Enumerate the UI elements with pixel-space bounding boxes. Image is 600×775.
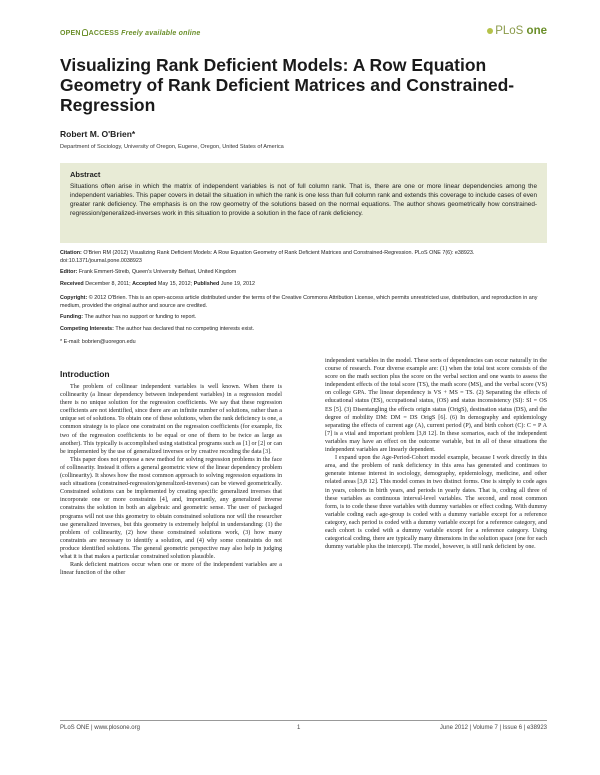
author-affiliation: Department of Sociology, University of Oregon, Eugene, Oregon, United States of America (60, 144, 284, 150)
citation-text: O'Brien RM (2012) Visualizing Rank Deficient Models: A Row Equation Geometry of Rank Deficient Matrices and Constrained-Regression. PLoS ONE 7(6): e38923. doi:10.1371/journal.pone.0038923 (60, 250, 475, 264)
plos-one-logo (487, 25, 547, 37)
funding-text: The author has no support or funding to report. (84, 314, 197, 320)
abstract-text: Situations often arise in which the matrix of independent variables is not of full column rank. That is, there are one or more linear dependencies among the independent variables. This paper covers in detail the situation in which the rank is one less than full column rank and extends this coverage to include cases of even greater rank deficiency. The emphasis is on the row geometry of the solutions based on the normal equations. The author shows geometrically how constrained-regression/generalized-inverses work in this situation to provide a solution in the face of rank deficiency. (70, 183, 537, 217)
open-access-label (60, 29, 200, 37)
funding-block (60, 314, 547, 322)
editor-text: Frank Emmert-Streib, Queen's University Belfast, United Kingdom (78, 269, 237, 275)
editor-block (60, 269, 547, 277)
received-date: December 8, 2011; (85, 281, 131, 287)
footer-journal[interactable]: PLoS ONE | www.plosone.org (60, 725, 140, 731)
accepted-date: May 15, 2012; (157, 281, 193, 287)
author-name: Robert M. O'Brien* (60, 129, 136, 139)
body-paragraph: Rank deficient matrices occur when one or more of the independent variables are a linear function of the other (60, 562, 282, 577)
funding-label: Funding: (60, 314, 84, 320)
citation-label: Citation: (60, 250, 82, 256)
body-paragraph: This paper does not propose a new method for solving regression problems in the face of collinearity. Instead it offers a general geometric view of the linear dependency problem (collinearity). It shows how the most common approach to solving regression equations in such situations (constrained-regression/generalized-inverses) can be viewed geometrically. Constrained solutions can be implemented by creating specific generalized inverses that incorporate one or more constraints [4], and, importantly, any generalized inverse constrains the solution in both an algebraic and geometric sense. The user of packaged programs will not use this geometry to obtain constrained solutions nor will the researcher use generalized inverses, but this geometry is extremely helpful in understanding: (1) the problem of collinearity, (2) how these constrained solutions work, (3) how many constraints are necessary to identify a solution, and (4) why some constraints do not produce identified solutions. The general geometric perspective may also help in judging what it is that makes a particular constrained solution plausible. (60, 456, 282, 560)
logo-journal: one (526, 25, 547, 37)
logo-dot-icon (487, 28, 493, 34)
open-access-text: OPEN (60, 30, 81, 37)
copyright-label: Copyright: (60, 295, 88, 301)
abstract-box (60, 163, 547, 243)
copyright-block (60, 295, 547, 310)
open-lock-icon (82, 29, 88, 36)
email-block[interactable] (60, 339, 547, 347)
logo-brand: PLoS (495, 25, 524, 37)
competing-interests-label: Competing Interests: (60, 326, 114, 332)
body-paragraph: I expand upon the Age-Period-Cohort model example, because I work directly in this area, and the problem of rank deficiency in this area has generated and continues to generate intense interest in sociology, demography, epidemiology, medicine, and other related areas [3,8 12]. This model comes in two distinct forms. One is simply to code ages in years, cohorts in birth years, and periods in yearly dates. That is, coding all three of these variables as continuous interval-level variables. The second, and most common form, is to code these three variables with dummy variables or effect coding. With dummy variable coding each age-group is coded with a dummy variable except for a reference category, each period is coded with a dummy variable except for a reference category, and each cohort is coded with a dummy variable except for a reference category. Using categorical coding, there are typically many dimensions in the solution space (one for each dummy variable plus the intercept). The model, however, is still rank deficient by one. (325, 455, 547, 551)
right-column (325, 357, 547, 551)
citation-block (60, 250, 547, 265)
body-paragraph: independent variables in the model. These sorts of dependencies can occur naturally in the course of research. Four diverse example are: (1) when the total test score consists of the score on the math section plus the score on the verbal section and one wants to assess the independent effects of the total score (TS), the math score (MS), and the verbal score (VS) on college GPA. The linear dependency is VS + MS = TS. (2) Separating the effects of educational status (ES), occupational status, (OS) and status inconsistency (SI): SI = OS ES [5]. (3) Disentangling the effects origin status (OrigS), destination status (DS), and the degree of mobility DM: DM = DS OrigS [6]. (6) In demography and epidemiology separating the effects of current age (A), current period (P), and birth cohort (C): C = P A [7] is a vital and important problem [3,8 12]. In these scenarios, each of the independent variables may have an effect on the outcome variable, but in all of these situations the independent variables are linearly dependent. (325, 358, 547, 454)
competing-interests-text: The author has declared that no competing interests exist. (115, 326, 255, 332)
access-text: ACCESS (88, 30, 120, 37)
dates-block (60, 281, 547, 289)
body-paragraph: The problem of collinear independent variables is well known. When there is collinearity (a linear dependency between independent variables) in a regression model there is no unique solution for the regression coefficients. We say that these regression coefficients are not identified, since there are an infinite number of solutions, rather than a unique set of solutions. To obtain one of these solutions, when the rank deficiency is one, a common strategy is to place one constraint on the regression coefficients (for example, fix two of the regression coefficients to be equal or one of them to be twice as large as another). This typically is accomplished using statistical programs such as [1] or [2] or can be implemented by the use of generalized inverses or by creative recoding the data [3]. (60, 384, 282, 455)
footer-divider (60, 720, 547, 721)
competing-interests-block (60, 326, 547, 334)
introduction-heading: Introduction (60, 369, 110, 379)
journal-banner (60, 25, 547, 42)
editor-label: Editor: (60, 269, 78, 275)
footer-issue: June 2012 | Volume 7 | Issue 6 | e38923 (439, 725, 547, 731)
accepted-label: Accepted (132, 281, 157, 287)
received-label: Received (60, 281, 84, 287)
author-email[interactable]: * E-mail: bobrien@uoregon.edu (60, 339, 136, 345)
article-title: Visualizing Rank Deficient Models: A Row Equation Geometry of Rank Deficient Matrices and Constrained-Regression (60, 55, 515, 115)
published-date: June 19, 2012 (220, 281, 256, 287)
abstract-heading: Abstract (70, 170, 101, 179)
published-label: Published (193, 281, 220, 287)
freely-available-text: Freely available online (121, 30, 201, 37)
copyright-text: © 2012 O'Brien. This is an open-access article distributed under the terms of the Creative Commons Attribution License, which permits unrestricted use, distribution, and reproduction in any medium, provided the original author and source are credited. (60, 295, 538, 309)
left-column (60, 383, 282, 577)
page-number: 1 (297, 725, 301, 731)
